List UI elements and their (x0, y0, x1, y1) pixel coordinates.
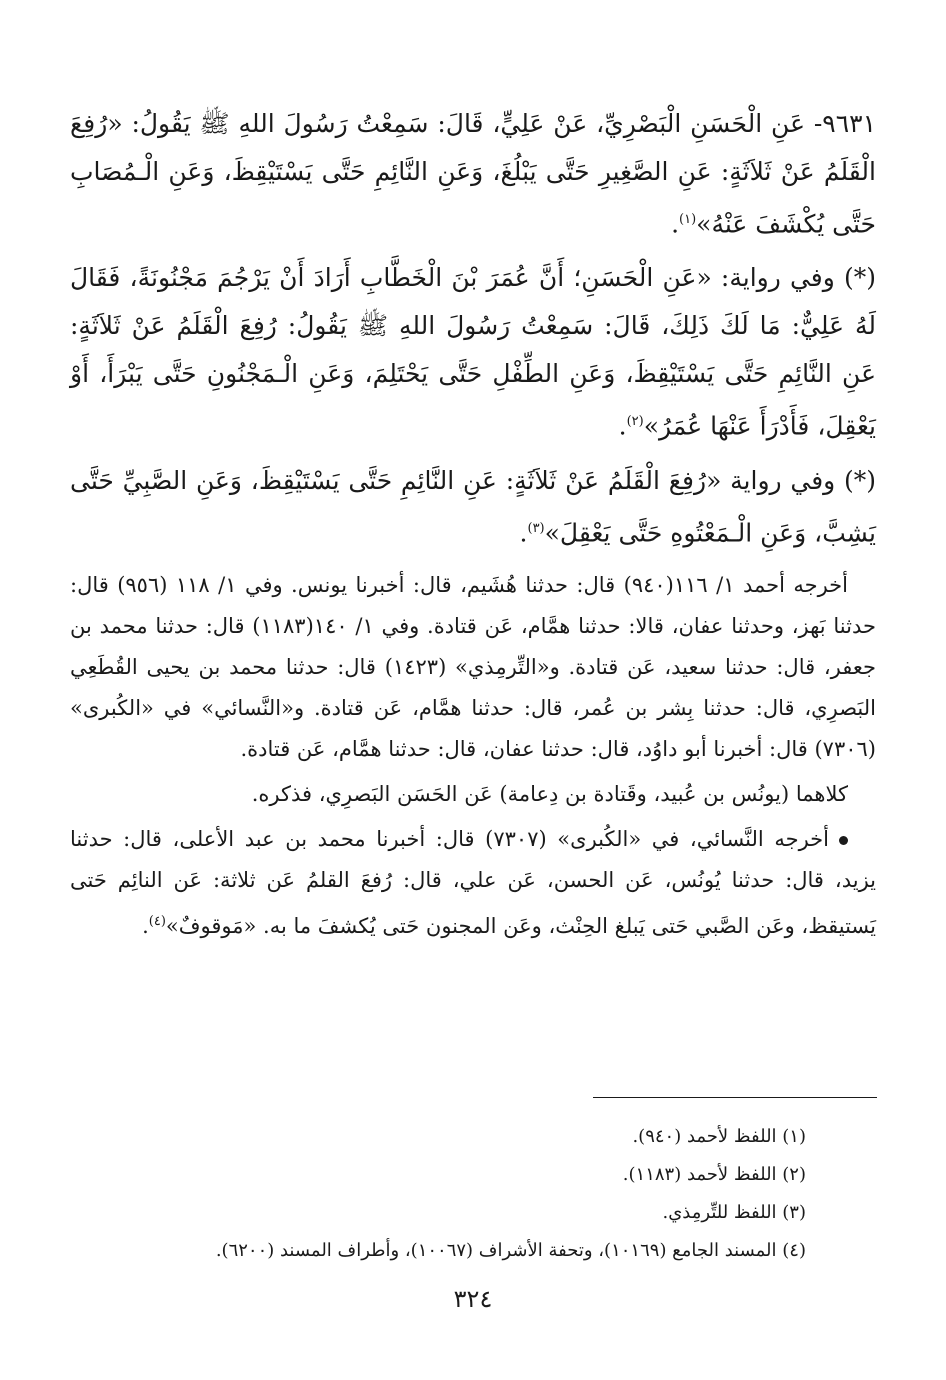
takhrij-section (70, 565, 876, 947)
takhrij-paragraph-3: أخرجه النَّسائي، في «الكُبرى» (٧٣٠٧) قال: أخبرنا محمد بن عبد الأعلى، قال: حدثنا يزيد، قال: حدثنا يُونُس، عَن الحسن، عَن علي، قال: رُفعَ القلمُ عَن ثلاثة: عَن النائِم حَتى يَستيقظ، وعَن الصَّبي حَتى يَبلغ الحِنْث، وعَن المجنون حَتى يُكشفَ ما به. «مَوقوفٌ»$^{(٤)}$. (70, 826, 876, 938)
footnote-1: (١) اللفظ لأحمد (٩٤٠). (632, 1126, 806, 1147)
footnote-ref-2: (٢) (626, 414, 644, 430)
page-number: ٣٢٤ (453, 1285, 493, 1313)
takhrij-paragraph-2: كلاهما (يونُس بن عُبيد، وقَتادة بن دِعامة) عَن الحَسَن البَصرِي، فذكره. (251, 781, 848, 806)
page-body (70, 100, 876, 951)
hadith-paragraph-1: ٩٦٣١- عَنِ الْحَسَنِ الْبَصْرِيِّ، عَنْ عَلِيٍّ، قَالَ: سَمِعْتُ رَسُولَ اللهِ ﷺ يَقُولُ: «رُفِعَ الْقَلَمُ عَنْ ثَلاَثَةٍ: عَنِ الصَّغِيرِ حَتَّى يَبْلُغَ، وَعَنِ النَّائِمِ حَتَّى يَسْتَيْقِظَ، وَعَنِ الْـمُصَابِ حَتَّى يُكْشَفَ عَنْهُ»$^{(١)}$. (70, 109, 876, 239)
footnote-divider (593, 1097, 877, 1098)
footnote-2: (٢) اللفظ لأحمد (١١٨٣). (622, 1164, 806, 1185)
footnotes (70, 1118, 806, 1270)
footnote-ref-3: (٣) (527, 520, 545, 536)
footnote-3: (٣) اللفظ للتِّرمِذي. (662, 1202, 806, 1223)
takhrij-paragraph-1: أخرجه أحمد ١/ ١١٦(٩٤٠) قال: حدثنا هُشَيم، قال: أخبرنا يونس. وفي ١/ ١١٨ (٩٥٦) قال: حدثنا بَهز، وحدثنا عفان، قالا: حدثنا همَّام، عَن قتادة. وفي ١/ ١٤٠(١١٨٣) قال: حدثنا محمد بن جعفر، قال: حدثنا سعيد، عَن قتادة. و«التِّرمِذي» (١٤٢٣) قال: حدثنا محمد بن يحيى القُطَعِي البَصرِي، قال: حدثنا بِشر بن عُمر، قال: حدثنا همَّام، عَن قتادة. و«النَّسائي» في «الكُبرى» (٧٣٠٦) قال: أخبرنا أبو داوُد، قال: حدثنا عفان، قال: حدثنا همَّام، عَن قتادة. (70, 572, 876, 761)
footnote-ref-1: (١) (679, 212, 697, 227)
hadith-text (70, 100, 876, 557)
footnote-4: (٤) المسند الجامع (١٠١٦٩)، وتحفة الأشراف (١٠٠٦٧)، وأطراف المسند (٦٢٠٠). (215, 1240, 806, 1261)
hadith-paragraph-2: (*) وفي رواية: «عَنِ الْحَسَنِ؛ أَنَّ عُمَرَ بْنَ الْخَطَّابِ أَرَادَ أَنْ يَرْجُمَ مَجْنُونَةً، فَقَالَ لَهُ عَلِيٌّ: مَا لَكَ ذَلِكَ، قَالَ: سَمِعْتُ رَسُولَ اللهِ ﷺ يَقُولُ: رُفِعَ الْقَلَمُ عَنْ ثَلاَثَةٍ: عَنِ النَّائِمِ حَتَّى يَسْتَيْقِظَ، وَعَنِ الطِّفْلِ حَتَّى يَحْتَلِمَ، وَعَنِ الْـمَجْنُونِ حَتَّى يَبْرَأَ، أَوْ يَعْقِلَ، فَأَدْرَأَ عَنْهَا عُمَرُ»$^{(٢)}$. (70, 263, 876, 441)
bullet-icon (839, 836, 848, 845)
hadith-paragraph-3: (*) وفي رواية «رُفِعَ الْقَلَمُ عَنْ ثَلاَثَةٍ: عَنِ النَّائِمِ حَتَّى يَسْتَيْقِظَ، وَعَنِ الصَّبِيِّ حَتَّى يَشِبَّ، وَعَنِ الْـمَعْتُوهِ حَتَّى يَعْقِلَ»$^{(٣)}$. (70, 465, 876, 547)
footnote-ref-4: (٤) (148, 913, 166, 929)
